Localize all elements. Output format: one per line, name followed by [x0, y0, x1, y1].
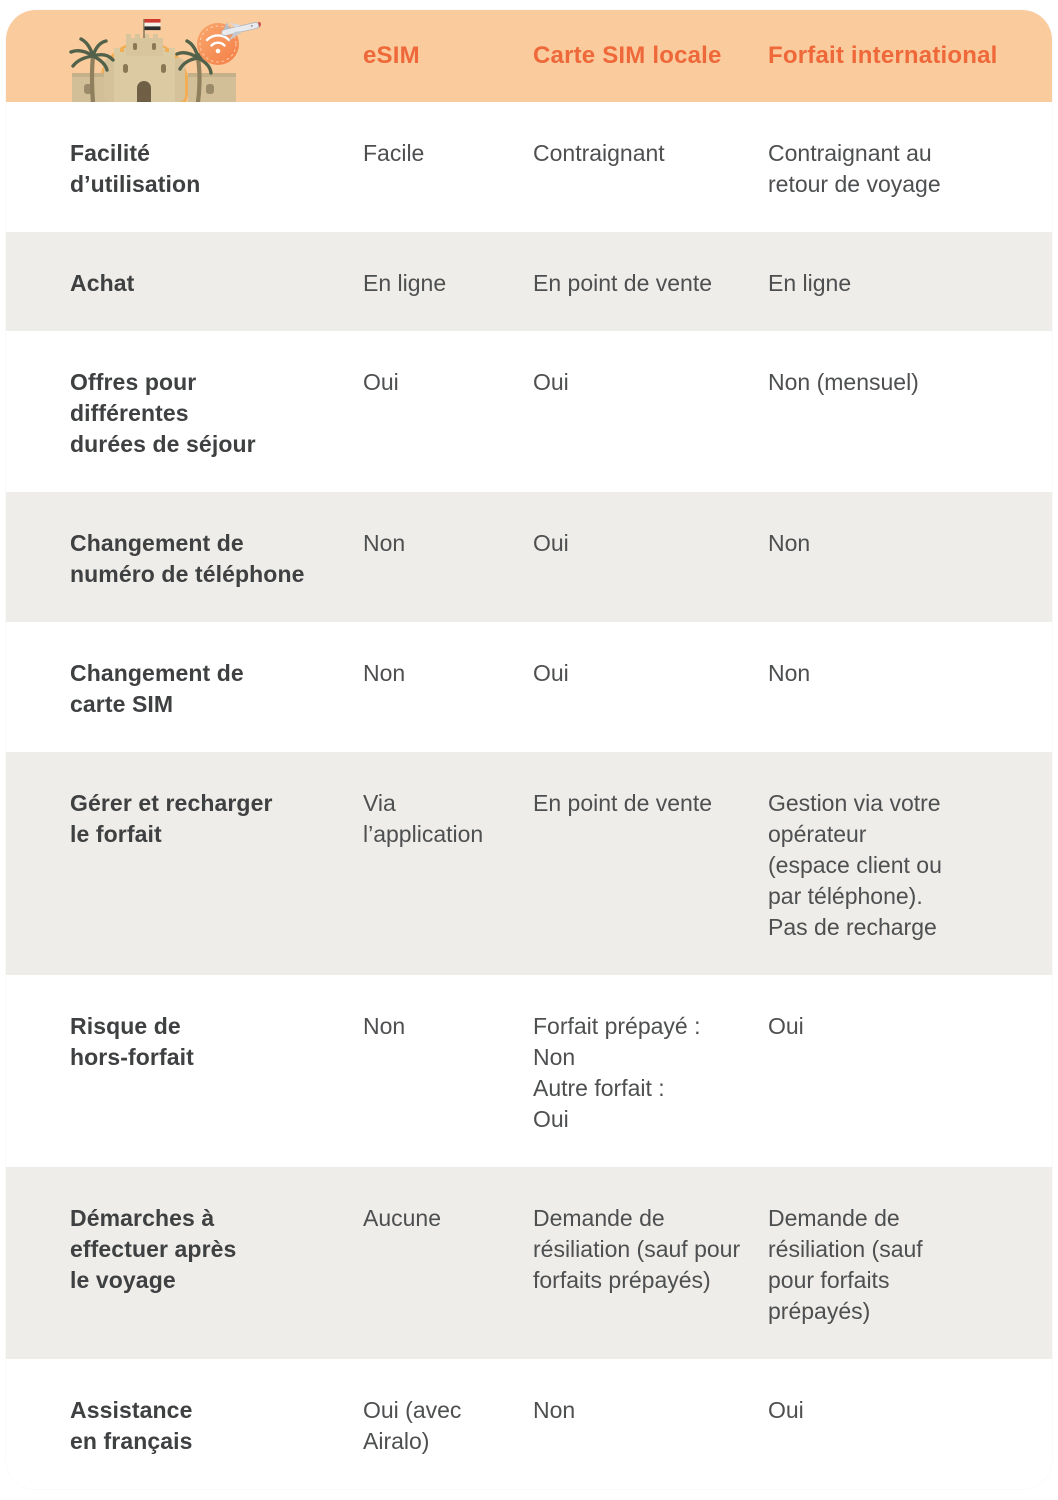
local-sim-value: Contraignant: [533, 140, 665, 166]
row-label: Changement de carte SIM: [70, 660, 244, 717]
row-label: Changement de numéro de téléphone: [70, 530, 305, 587]
international-value: Non (mensuel): [768, 369, 919, 395]
esim-value: Non: [363, 1013, 406, 1039]
local-sim-value: Non: [533, 1397, 576, 1423]
palm-tree-icon: [177, 41, 218, 102]
local-sim-value: En point de vente: [533, 790, 713, 816]
table-row: [6, 102, 1052, 232]
international-value: En ligne: [768, 270, 852, 296]
international-value: Gestion via votre opérateur (espace client ou par téléphone). Pas de recharge: [768, 790, 942, 940]
column-header-local-sim: Carte SIM locale: [533, 42, 722, 69]
esim-value: Non: [363, 530, 406, 556]
local-sim-value: Oui: [533, 369, 569, 395]
table-row: [6, 752, 1052, 975]
local-sim-value: En point de vente: [533, 270, 713, 296]
row-label: Achat: [70, 270, 135, 296]
wifi-badge-icon: [197, 23, 239, 65]
esim-value: Oui: [363, 369, 399, 395]
table-row: [6, 232, 1052, 331]
international-value: Non: [768, 660, 811, 686]
international-value: Oui: [768, 1397, 804, 1423]
esim-value: Facile: [363, 140, 425, 166]
local-sim-value: Forfait prépayé : Non Autre forfait : Oui: [533, 1013, 701, 1132]
table-row: [6, 622, 1052, 752]
international-value: Contraignant au retour de voyage: [768, 140, 941, 197]
row-label: Risque de hors-forfait: [70, 1013, 194, 1070]
row-label: Facilité d’utilisation: [70, 140, 201, 197]
esim-value: Aucune: [363, 1205, 442, 1231]
table-row: [6, 492, 1052, 622]
sun-icon: [99, 41, 189, 102]
table-row: [6, 1167, 1052, 1359]
column-header-esim: eSIM: [363, 42, 420, 69]
table-row: [6, 975, 1052, 1167]
column-header-international: Forfait international: [768, 42, 998, 69]
international-value: Demande de résiliation (sauf pour forfaits prépayés): [768, 1205, 923, 1324]
local-sim-value: Demande de résiliation (sauf pour forfaits prépayés): [533, 1205, 741, 1293]
table-body: [6, 102, 1052, 1489]
table-row: [6, 331, 1052, 492]
international-value: Oui: [768, 1013, 804, 1039]
palm-tree-icon: [71, 39, 113, 102]
table-header: [6, 10, 1052, 102]
row-label: Assistance en français: [70, 1397, 193, 1454]
esim-value: Oui (avec Airalo): [363, 1397, 462, 1454]
comparison-table-card: [6, 10, 1052, 1489]
illustration-svg: [60, 10, 265, 102]
airplane-icon: [220, 15, 264, 43]
egypt-landmark-illustration: [60, 10, 265, 102]
local-sim-value: Oui: [533, 660, 569, 686]
row-label: Démarches à effectuer après le voyage: [70, 1205, 237, 1293]
local-sim-value: Oui: [533, 530, 569, 556]
esim-value: Non: [363, 660, 406, 686]
row-label: Offres pour différentes durées de séjour: [70, 369, 256, 457]
egypt-flag-icon: [144, 19, 161, 38]
row-label: Gérer et recharger le forfait: [70, 790, 273, 847]
esim-value: Via l’application: [363, 790, 484, 847]
citadel-icon: [84, 34, 214, 102]
international-value: Non: [768, 530, 811, 556]
table-row: [6, 1359, 1052, 1489]
esim-value: En ligne: [363, 270, 447, 296]
